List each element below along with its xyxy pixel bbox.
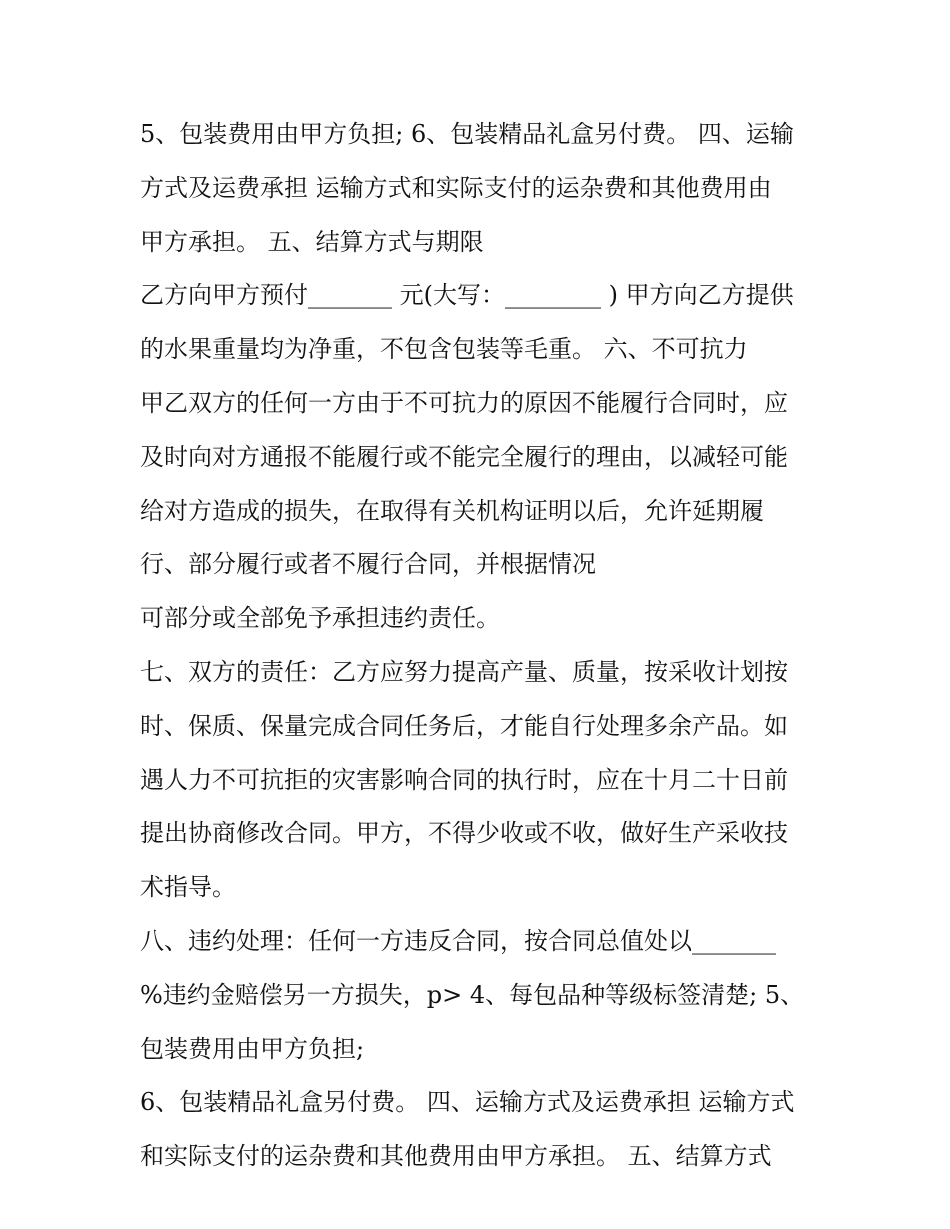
text-line: 甲方承担。 五、结算方式与期限 [140, 227, 484, 256]
text-line: 包装费用由甲方负担; [140, 1034, 365, 1063]
text-line: 术指导。 [140, 873, 236, 902]
text-line: 八、违约处理：任何一方违反合同，按合同总值处以_______ [140, 926, 776, 955]
text-line: 6、包装精品礼盒另付费。 四、运输方式及运费承担 运输方式 [140, 1088, 795, 1117]
text-line: 时、保质、保量完成合同任务后，才能自行处理多余产品。如 [140, 711, 788, 740]
contract-text [140, 108, 830, 1184]
text-line: 可部分或全部免予承担违约责任。 [140, 604, 500, 633]
text-line: 遇人力不可抗拒的灾害影响合同的执行时，应在十月二十日前 [140, 765, 788, 794]
text-line: 给对方造成的损失，在取得有关机构证明以后，允许延期履 [140, 496, 764, 525]
text-line: 5、包装费用由甲方负担; 6、包装精品礼盒另付费。 四、运输 [140, 120, 794, 148]
text-line: 方式及运费承担 运输方式和实际支付的运杂费和其他费用由 [140, 173, 772, 202]
text-line: 行、部分履行或者不履行合同，并根据情况 [140, 550, 596, 579]
text-line: 提出协商修改合同。甲方，不得少收或不收，做好生产采收技 [140, 819, 788, 848]
text-line: 及时向对方通报不能履行或不能完全履行的理由，以减轻可能 [140, 442, 788, 471]
text-line: 甲乙双方的任何一方由于不可抗力的原因不能履行合同时，应 [140, 388, 788, 417]
text-line: 和实际支付的运杂费和其他费用由甲方承担。 五、结算方式 [140, 1142, 772, 1171]
text-line: 的水果重量均为净重，不包含包装等毛重。 六、不可抗力 [140, 335, 748, 364]
text-line: %违约金赔偿另一方损失，p> 4、每包品种等级标签清楚; 5、 [140, 980, 805, 1009]
text-line: 乙方向甲方预付_______ 元(大写：________ ) 甲方向乙方提供 [140, 281, 794, 310]
text-line: 七、双方的责任：乙方应努力提高产量、质量，按采收计划按 [140, 657, 788, 686]
